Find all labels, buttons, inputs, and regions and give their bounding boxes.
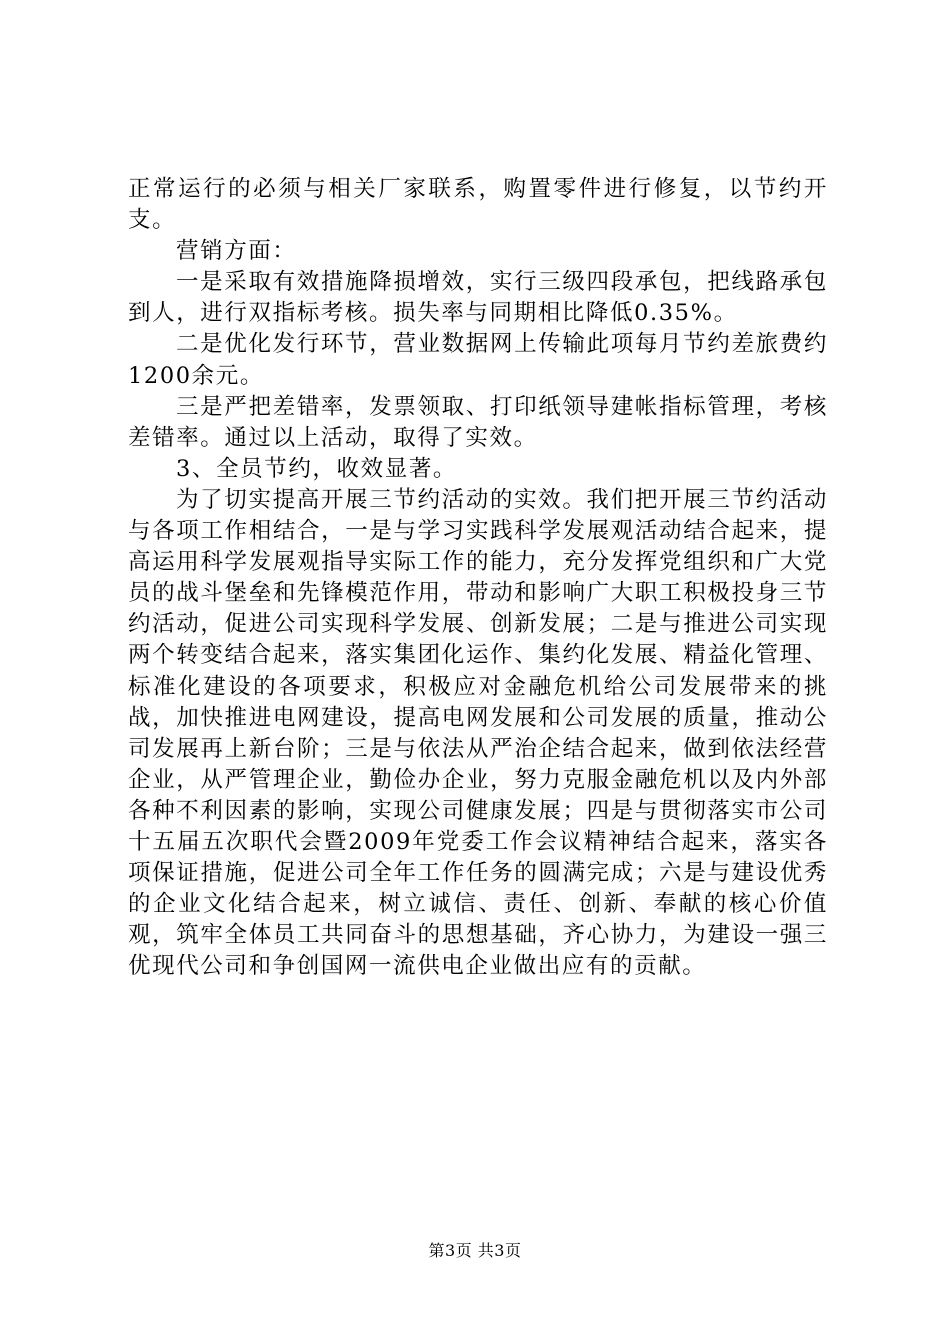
paragraph-section-three-heading: 3、全员节约，收效显著。 (176, 455, 458, 482)
paragraph-marketing-heading: 营销方面： (176, 238, 297, 265)
page-footer (0, 1241, 950, 1261)
paragraph-continuation: 正常运行的必须与相关厂家联系，购置零件进行修复，以节约开支。 (128, 176, 828, 234)
page-number: 第3页 共3页 (428, 1241, 522, 1260)
paragraph-item-two: 二是优化发行环节，营业数据网上传输此项每月节约差旅费约1200余元。 (128, 331, 828, 389)
paragraph-main-body: 为了切实提高开展三节约活动的实效。我们把开展三节约活动与各项工作相结合，一是与学习实践科学发展观活动结合起来，提高运用科学发展观指导实际工作的能力，充分发挥党组织和广大党员的战斗堡垒和先锋模范作用，带动和影响广大职工积极投身三节约活动，促进公司实现科学发展、创新发展；二是与推进公司实现两个转变结合起来，落实集团化运作、集约化发展、精益化管理、标准化建设的各项要求，积极应对金融危机给公司发展带来的挑战，加快推进电网建设，提高电网发展和公司发展的质量，推动公司发展再上新台阶；三是与依法从严治企结合起来，做到依法经营企业，从严管理企业，勤俭办企业，努力克服金融危机以及内外部各种不利因素的影响，实现公司健康发展；四是与贯彻落实市公司十五届五次职代会暨2009年党委工作会议精神结合起来，落实各项保证措施，促进公司全年工作任务的圆满完成；六是与建设优秀的企业文化结合起来，树立诚信、责任、创新、奉献的核心价值观，筑牢全体员工共同奋斗的思想基础，齐心协力，为建设一强三优现代公司和争创国网一流供电企业做出应有的贡献。 (128, 486, 828, 980)
paragraph-item-three: 三是严把差错率，发票领取、打印纸领导建帐指标管理，考核差错率。通过以上活动，取得了实效。 (128, 393, 828, 451)
body-text (128, 174, 828, 982)
paragraph-item-one: 一是采取有效措施降损增效，实行三级四段承包，把线路承包到人，进行双指标考核。损失率与同期相比降低0.35%。 (128, 269, 828, 327)
